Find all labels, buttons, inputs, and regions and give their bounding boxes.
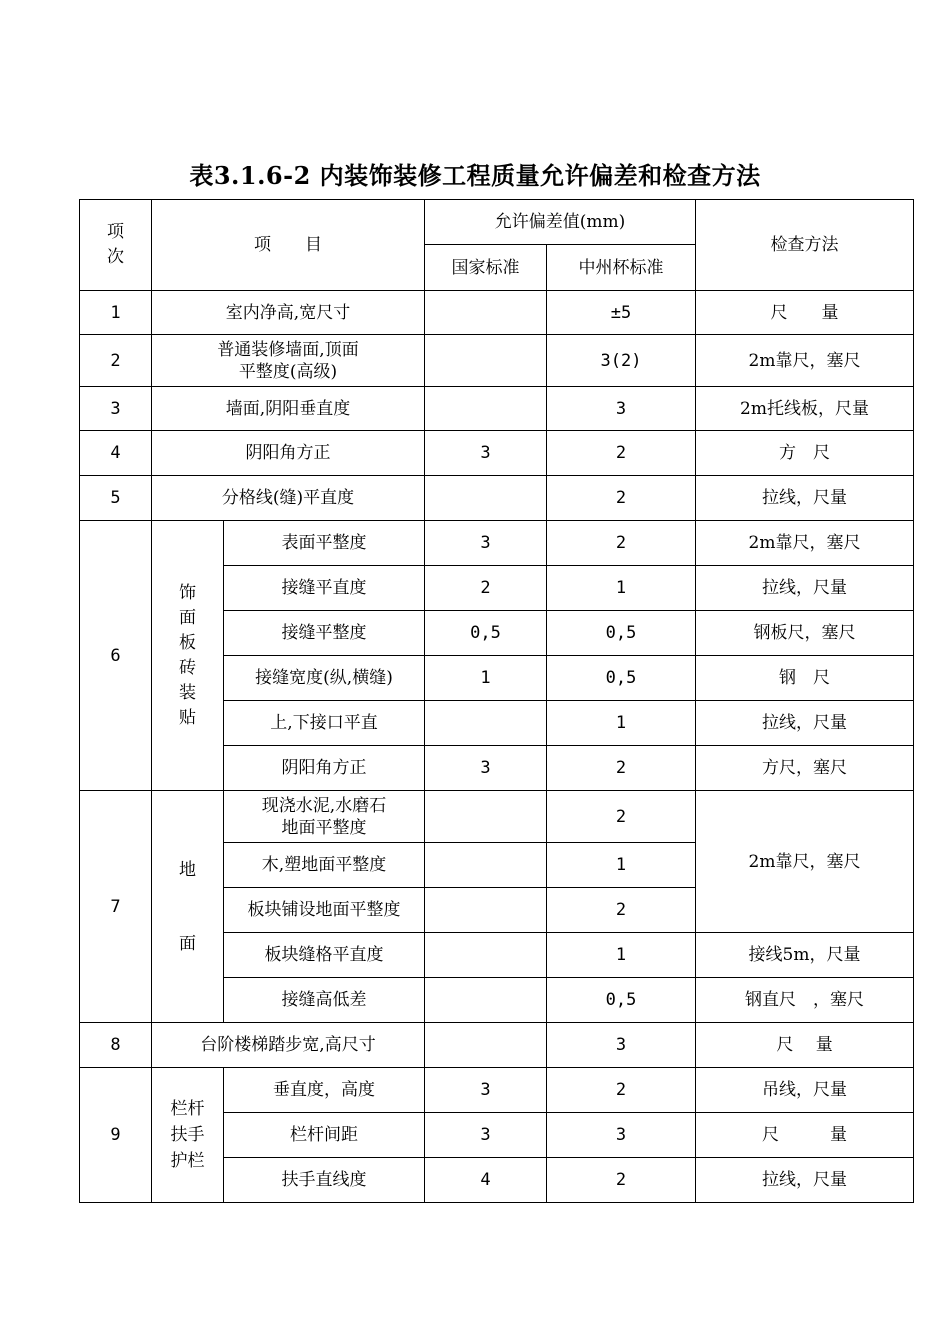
group-label-line: 栏杆 (170, 1099, 205, 1119)
row-item (152, 335, 425, 387)
row-item-line1: 普通装修墙面,顶面 (217, 339, 359, 360)
group-label-spacer (158, 881, 217, 933)
sub-item: 板块缝格平直度 (224, 933, 425, 978)
zhongzhou-value: 2 (547, 476, 696, 521)
check-method: 尺 量 (696, 291, 914, 335)
row-item: 墙面,阴阳垂直度 (152, 387, 425, 431)
zhongzhou-value: 2 (547, 746, 696, 791)
national-value: 3 (425, 1113, 547, 1158)
sub-item: 垂直度，高度 (224, 1068, 425, 1113)
sub-item: 接缝宽度(纵,横缝) (224, 656, 425, 701)
header-seq (80, 200, 152, 291)
national-value (425, 291, 547, 335)
group-label (152, 791, 224, 1023)
group-label-line: 扶手 (170, 1125, 205, 1145)
row-number: 2 (80, 335, 152, 387)
national-value: 1 (425, 656, 547, 701)
row-number: 8 (80, 1023, 152, 1068)
page-title: 表3.1.6-2 内装饰装修工程质量允许偏差和检查方法 (189, 161, 761, 190)
check-method: 钢 尺 (696, 656, 914, 701)
national-value: 3 (425, 431, 547, 476)
national-value: 0,5 (425, 611, 547, 656)
national-value (425, 335, 547, 387)
group-label-char: 饰 (179, 582, 196, 603)
national-value (425, 701, 547, 746)
row-item: 阴阳角方正 (152, 431, 425, 476)
table-row (80, 791, 914, 843)
sub-item-line2: 地面平整度 (281, 817, 367, 838)
table-row (80, 387, 914, 431)
group-label-char: 砖 (179, 657, 196, 678)
national-value (425, 978, 547, 1023)
group-label-char: 面 (179, 933, 196, 954)
check-method: 拉线，尺量 (696, 476, 914, 521)
zhongzhou-value: 2 (547, 888, 696, 933)
check-method: 钢直尺 ，塞尺 (696, 978, 914, 1023)
zhongzhou-value: 2 (547, 1158, 696, 1203)
group-label (152, 1068, 224, 1203)
row-number: 1 (80, 291, 152, 335)
national-value: 4 (425, 1158, 547, 1203)
group-label-char: 装 (179, 682, 196, 703)
sub-item: 扶手直线度 (224, 1158, 425, 1203)
sub-item: 接缝平直度 (224, 566, 425, 611)
header-method: 检查方法 (696, 200, 914, 291)
sub-item: 接缝平整度 (224, 611, 425, 656)
zhongzhou-value: 0,5 (547, 978, 696, 1023)
zhongzhou-value: 2 (547, 1068, 696, 1113)
national-value (425, 476, 547, 521)
row-number: 4 (80, 431, 152, 476)
row-item: 台阶楼梯踏步宽,高尺寸 (152, 1023, 425, 1068)
check-method: 2m靠尺，塞尺 (696, 521, 914, 566)
zhongzhou-value: 1 (547, 843, 696, 888)
table-row (80, 291, 914, 335)
sub-item-line1: 现浇水泥,水磨石 (261, 795, 387, 816)
group-label (152, 521, 224, 791)
sub-item (224, 791, 425, 843)
check-method: 2m靠尺，塞尺 (696, 791, 914, 933)
sub-item: 接缝高低差 (224, 978, 425, 1023)
check-method: 方尺，塞尺 (696, 746, 914, 791)
check-method: 2m托线板，尺量 (696, 387, 914, 431)
zhongzhou-value: 1 (547, 933, 696, 978)
check-method: 拉线，尺量 (696, 1158, 914, 1203)
row-number: 3 (80, 387, 152, 431)
check-method: 接线5m，尺量 (696, 933, 914, 978)
tolerance-table (79, 199, 914, 1203)
table-row (80, 476, 914, 521)
group-label-line: 护栏 (170, 1151, 205, 1171)
check-method: 吊线，尺量 (696, 1068, 914, 1113)
national-value (425, 933, 547, 978)
national-value: 2 (425, 566, 547, 611)
header-zhongzhou: 中州杯标准 (547, 245, 696, 291)
sub-item: 上,下接口平直 (224, 701, 425, 746)
zhongzhou-value: 3 (547, 387, 696, 431)
table-row (80, 1068, 914, 1113)
header-seq-line2: 次 (107, 247, 124, 267)
check-method: 尺 量 (696, 1023, 914, 1068)
header-tolerance: 允许偏差值(mm) (425, 200, 696, 245)
row-number: 5 (80, 476, 152, 521)
zhongzhou-value: 3 (547, 1113, 696, 1158)
national-value (425, 843, 547, 888)
zhongzhou-value: ±5 (547, 291, 696, 335)
row-number: 7 (80, 791, 152, 1023)
check-method: 钢板尺，塞尺 (696, 611, 914, 656)
national-value (425, 1023, 547, 1068)
national-value (425, 387, 547, 431)
check-method: 方 尺 (696, 431, 914, 476)
sub-item: 板块铺设地面平整度 (224, 888, 425, 933)
national-value: 3 (425, 1068, 547, 1113)
check-method: 拉线，尺量 (696, 701, 914, 746)
table-row (80, 431, 914, 476)
sub-item: 表面平整度 (224, 521, 425, 566)
sub-item: 木,塑地面平整度 (224, 843, 425, 888)
zhongzhou-value: 1 (547, 566, 696, 611)
national-value (425, 791, 547, 843)
group-label-char: 地 (179, 859, 196, 880)
row-number: 6 (80, 521, 152, 791)
zhongzhou-value: 1 (547, 701, 696, 746)
header-row-1 (80, 200, 914, 245)
table-row (80, 335, 914, 387)
table-row (80, 1023, 914, 1068)
zhongzhou-value: 0,5 (547, 656, 696, 701)
header-item: 项 目 (152, 200, 425, 291)
national-value (425, 888, 547, 933)
check-method: 拉线，尺量 (696, 566, 914, 611)
zhongzhou-value: 0,5 (547, 611, 696, 656)
zhongzhou-value: 2 (547, 431, 696, 476)
check-method: 尺 量 (696, 1113, 914, 1158)
check-method: 2m靠尺，塞尺 (696, 335, 914, 387)
group-label-char: 板 (179, 632, 196, 653)
row-item: 分格线(缝)平直度 (152, 476, 425, 521)
zhongzhou-value: 3 (547, 1023, 696, 1068)
row-number: 9 (80, 1068, 152, 1203)
row-item: 室内净高,宽尺寸 (152, 291, 425, 335)
sub-item: 阴阳角方正 (224, 746, 425, 791)
row-item-line2: 平整度(高级) (238, 361, 338, 382)
header-national: 国家标准 (425, 245, 547, 291)
national-value: 3 (425, 746, 547, 791)
table-row (80, 521, 914, 566)
sub-item: 栏杆间距 (224, 1113, 425, 1158)
zhongzhou-value: 3(2) (547, 335, 696, 387)
group-label-char: 贴 (179, 707, 196, 728)
header-seq-line1: 项 (107, 222, 124, 242)
national-value: 3 (425, 521, 547, 566)
zhongzhou-value: 2 (547, 791, 696, 843)
group-label-char: 面 (179, 607, 196, 628)
zhongzhou-value: 2 (547, 521, 696, 566)
